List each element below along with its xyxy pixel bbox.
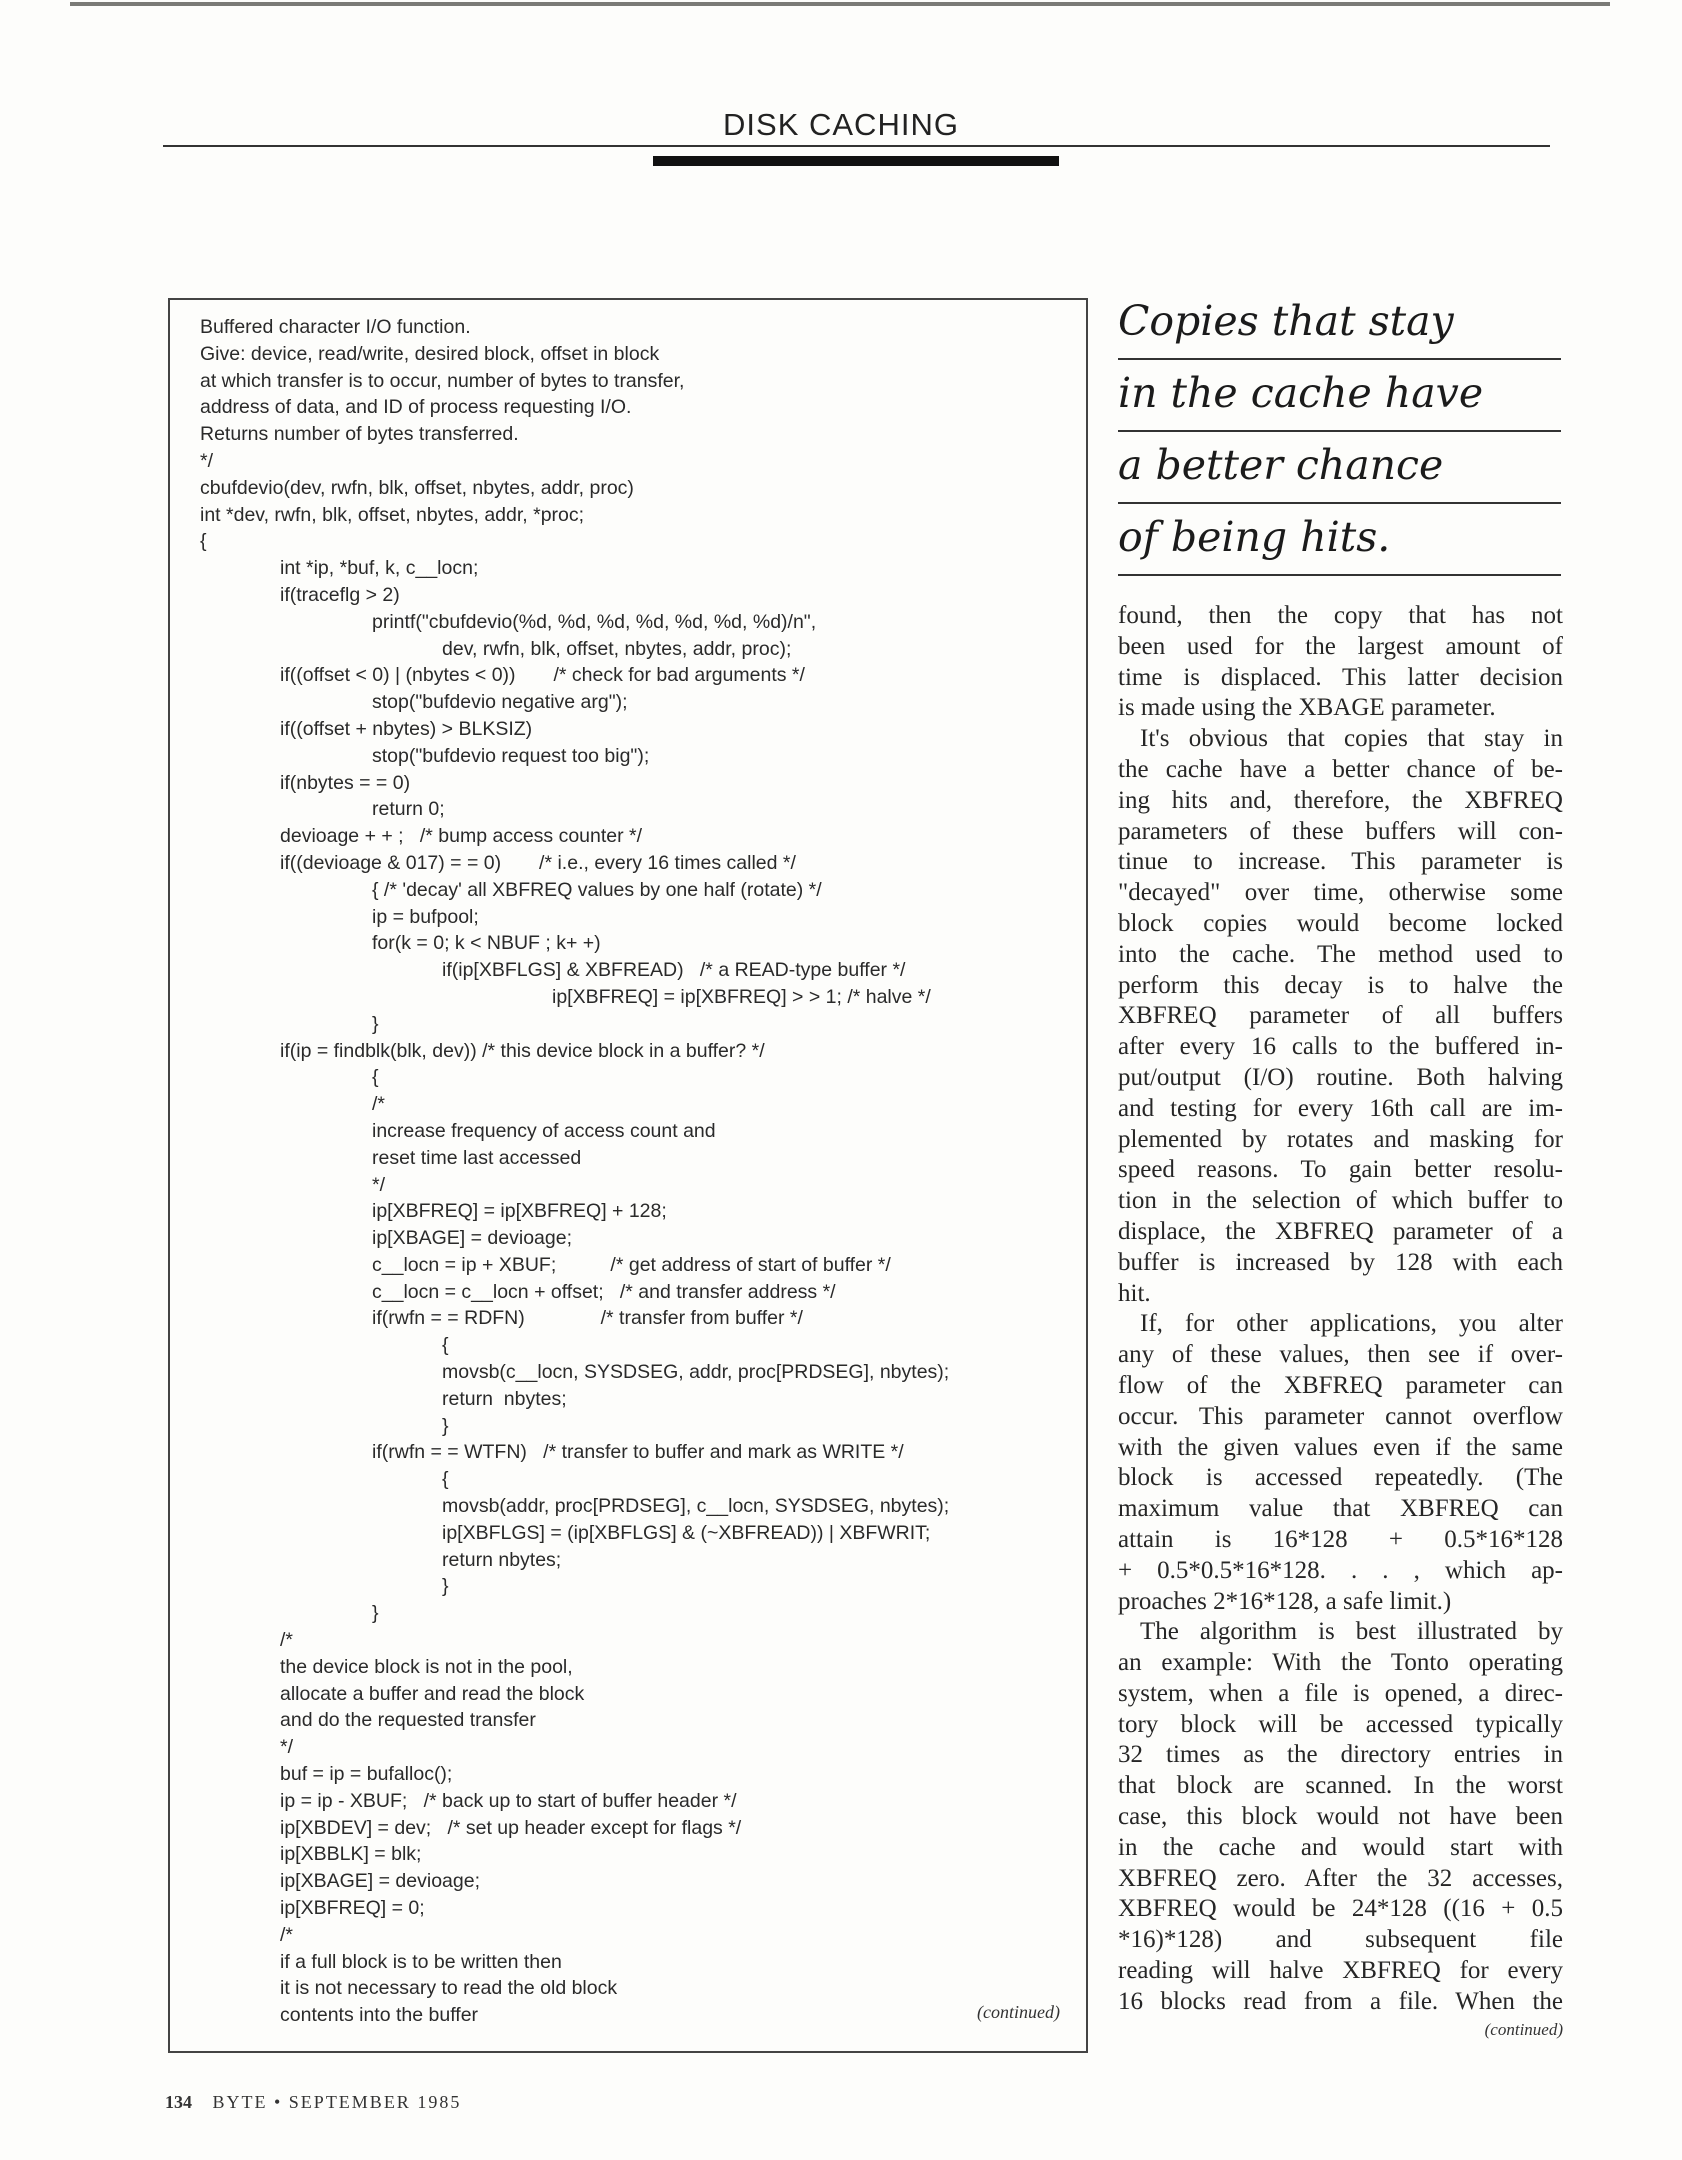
code-line: buf = ip = bufalloc(); [280, 1763, 453, 1786]
code-line: /* [280, 1629, 294, 1652]
code-line: ip[XBAGE] = devioage; [280, 1870, 480, 1893]
article-line: and testing for every 16th call are im- [1118, 1094, 1563, 1122]
article-line: found, then the copy that has not [1118, 602, 1563, 629]
code-line: for(k = 0; k < NBUF ; k+ +) [372, 932, 601, 955]
header-bar [653, 156, 1059, 166]
article-line: tion in the selection of which buffer to [1118, 1187, 1563, 1215]
code-line: if((devioage & 017) = = 0) /* i.e., every 16 times called */ [280, 851, 796, 874]
article-line: attain is 16*128 + 0.5*16*128 [1118, 1525, 1563, 1553]
code-line: if a full block is to be written then [280, 1950, 562, 1973]
page-number: 134 [165, 2092, 192, 2112]
code-line: movsb(addr, proc[PRDSEG], c__locn, SYSDSEG, nbytes); [442, 1495, 950, 1518]
article-line: The algorithm is best illustrated by [1140, 1618, 1563, 1646]
code-line: ip[XBAGE] = devioage; [372, 1227, 572, 1250]
article-line: plemented by rotates and masking for [1118, 1125, 1563, 1153]
pull-quote-line: Copies that stay [1118, 288, 1561, 360]
code-line: /* [372, 1093, 386, 1116]
code-line: } [372, 1602, 379, 1625]
article-line: the cache have a better chance of be- [1118, 755, 1563, 783]
code-line: { [372, 1066, 379, 1089]
code-line: stop("bufdevio negative arg"); [372, 691, 628, 714]
code-line: { [442, 1468, 449, 1491]
article-line: displace, the XBFREQ parameter of a [1118, 1217, 1563, 1245]
code-line: ip[XBFLGS] = (ip[XBFLGS] & (~XBFREAD)) | XBFWRIT; [442, 1521, 931, 1544]
article-line: It's obvious that copies that stay in [1140, 725, 1563, 753]
code-line: at which transfer is to occur, number of bytes to transfer, [200, 369, 685, 392]
code-listing-box [168, 298, 1088, 2053]
code-line: /* [280, 1923, 294, 1946]
code-line: { /* 'decay' all XBFREQ values by one half (rotate) */ [372, 878, 822, 901]
article-line: that block are scanned. In the worst [1118, 1772, 1563, 1800]
code-line: ip[XBFREQ] = 0; [280, 1897, 425, 1920]
article-line: after every 16 calls to the buffered in- [1118, 1033, 1563, 1061]
article-line: been used for the largest amount of [1118, 632, 1563, 660]
article-line: ing hits and, therefore, the XBFREQ [1118, 786, 1563, 814]
article-line: put/output (I/O) routine. Both halving [1118, 1063, 1563, 1091]
article-line: tinue to increase. This parameter is [1118, 848, 1563, 876]
code-line: increase frequency of access count and [372, 1119, 716, 1142]
article-line: speed reasons. To gain better resolu- [1118, 1156, 1563, 1184]
article-line: perform this decay is to halve the [1118, 971, 1563, 999]
code-line: if(rwfn = = WTFN) /* transfer to buffer and mark as WRITE */ [372, 1441, 904, 1464]
publication-line: BYTE • SEPTEMBER 1985 [212, 2092, 462, 2112]
code-line: address of data, and ID of process requesting I/O. [200, 396, 632, 419]
article-line: tory block will be accessed typically [1118, 1710, 1563, 1738]
article-line: with the given values even if the same [1118, 1433, 1563, 1461]
code-line: int *dev, rwfn, blk, offset, nbytes, addr, *proc; [200, 503, 585, 526]
article-line: flow of the XBFREQ parameter can [1118, 1371, 1563, 1399]
code-line: allocate a buffer and read the block [280, 1682, 585, 1705]
code-line: */ [200, 449, 214, 472]
article-continued-label: (continued) [1484, 2020, 1563, 2039]
page-header-title: DISK CACHING [723, 107, 959, 142]
code-line: it is not necessary to read the old block [280, 1977, 618, 2000]
code-line: if(ip = findblk(blk, dev)) /* this device block in a buffer? */ [280, 1039, 765, 1062]
code-line: if((offset + nbytes) > BLKSIZ) [280, 717, 533, 740]
article-line: in the cache and would start with [1118, 1833, 1563, 1861]
code-listing [200, 314, 1076, 2029]
pull-quote-line: a better chance [1118, 432, 1561, 504]
code-line: dev, rwfn, blk, offset, nbytes, addr, proc); [442, 637, 792, 660]
code-line: } [442, 1414, 449, 1437]
code-line: if(ip[XBFLGS] & XBFREAD) /* a READ-type buffer */ [442, 959, 906, 982]
article-column [1118, 601, 1563, 2018]
code-line: Buffered character I/O function. [200, 316, 471, 338]
article-line: *16)*128) and subsequent file [1118, 1926, 1563, 1954]
code-continued-label: (continued) [977, 2002, 1060, 2022]
article-line: any of these values, then see if over- [1118, 1341, 1563, 1369]
article-line: system, when a file is opened, a direc- [1118, 1679, 1563, 1707]
article-line: + 0.5*0.5*16*128. . . , which ap- [1118, 1556, 1563, 1584]
code-line: movsb(c__locn, SYSDSEG, addr, proc[PRDSEG], nbytes); [442, 1361, 950, 1384]
code-line: int *ip, *buf, k, c__locn; [280, 557, 479, 580]
article-line: XBFREQ parameter of all buffers [1118, 1002, 1563, 1030]
article-line: XBFREQ would be 24*128 ((16 + 0.5 [1118, 1895, 1563, 1923]
code-line: */ [372, 1173, 386, 1196]
code-line: */ [280, 1736, 294, 1759]
pull-quote [1118, 288, 1561, 576]
code-line: ip = bufpool; [372, 905, 479, 928]
article-line: is made using the XBAGE parameter. [1118, 694, 1496, 722]
pull-quote-line: in the cache have [1118, 360, 1561, 432]
article-line: 32 times as the directory entries in [1118, 1741, 1563, 1769]
code-line: the device block is not in the pool, [280, 1655, 573, 1678]
code-line: Give: device, read/write, desired block, offset in block [200, 342, 660, 365]
code-line: if(rwfn = = RDFN) /* transfer from buffer */ [372, 1307, 803, 1330]
code-line: ip[XBFREQ] = ip[XBFREQ] + 128; [372, 1200, 667, 1223]
code-line: ip[XBFREQ] = ip[XBFREQ] > > 1; /* halve */ [552, 985, 931, 1008]
code-line: return nbytes; [442, 1387, 567, 1410]
article-line: case, this block would not have been [1118, 1803, 1563, 1831]
article-line: reading will halve XBFREQ for every [1118, 1957, 1563, 1985]
code-line: printf("cbufdevio(%d, %d, %d, %d, %d, %d, %d)/n", [372, 610, 817, 633]
code-line: c__locn = c__locn + offset; /* and transfer address */ [372, 1280, 836, 1303]
article-line: time is displaced. This latter decision [1118, 663, 1563, 691]
code-line: ip = ip - XBUF; /* back up to start of buffer header */ [280, 1789, 737, 1812]
article-line: block copies would become locked [1118, 909, 1563, 937]
code-line: if(nbytes = = 0) [280, 771, 411, 794]
code-line: return nbytes; [442, 1548, 562, 1571]
code-line: } [442, 1575, 449, 1598]
article-line: maximum value that XBFREQ can [1118, 1495, 1563, 1523]
code-line: if((offset < 0) | (nbytes < 0)) /* check for bad arguments */ [280, 664, 805, 687]
code-line: devioage + + ; /* bump access counter */ [280, 825, 643, 848]
code-line: cbufdevio(dev, rwfn, blk, offset, nbytes, addr, proc) [200, 476, 634, 499]
article-line: If, for other applications, you alter [1140, 1310, 1563, 1338]
article-line: occur. This parameter cannot overflow [1118, 1402, 1563, 1430]
code-line: Returns number of bytes transferred. [200, 423, 519, 446]
article-line: buffer is increased by 128 with each [1118, 1248, 1563, 1276]
code-line: ip[XBDEV] = dev; /* set up header except for flags */ [280, 1816, 742, 1839]
code-line: stop("bufdevio request too big"); [372, 744, 650, 767]
top-rule [70, 2, 1610, 6]
article-line: 16 blocks read from a file. When the [1118, 1987, 1563, 2015]
page-footer [165, 2092, 461, 2113]
article-line: XBFREQ zero. After the 32 accesses, [1118, 1864, 1563, 1892]
code-line: ip[XBBLK] = blk; [280, 1843, 422, 1866]
article-line: hit. [1118, 1279, 1151, 1307]
code-line: if(traceflg > 2) [280, 583, 400, 606]
code-line: reset time last accessed [372, 1146, 582, 1169]
pull-quote-line: of being hits. [1118, 504, 1561, 576]
article-line: block is accessed repeatedly. (The [1118, 1464, 1563, 1492]
article-line: into the cache. The method used to [1118, 940, 1563, 968]
code-line: { [442, 1334, 449, 1357]
code-line: c__locn = ip + XBUF; /* get address of start of buffer */ [372, 1253, 891, 1276]
code-line: { [200, 530, 207, 553]
article-line: "decayed" over time, otherwise some [1118, 879, 1563, 907]
code-line: and do the requested transfer [280, 1709, 536, 1732]
article-line: proaches 2*16*128, a safe limit.) [1118, 1587, 1452, 1615]
code-line: } [372, 1012, 379, 1035]
header-rule [163, 145, 1550, 147]
article-line: an example: With the Tonto operating [1118, 1649, 1563, 1677]
article-line: parameters of these buffers will con- [1118, 817, 1563, 845]
code-line: return 0; [372, 798, 445, 821]
code-line: contents into the buffer [280, 2004, 479, 2027]
